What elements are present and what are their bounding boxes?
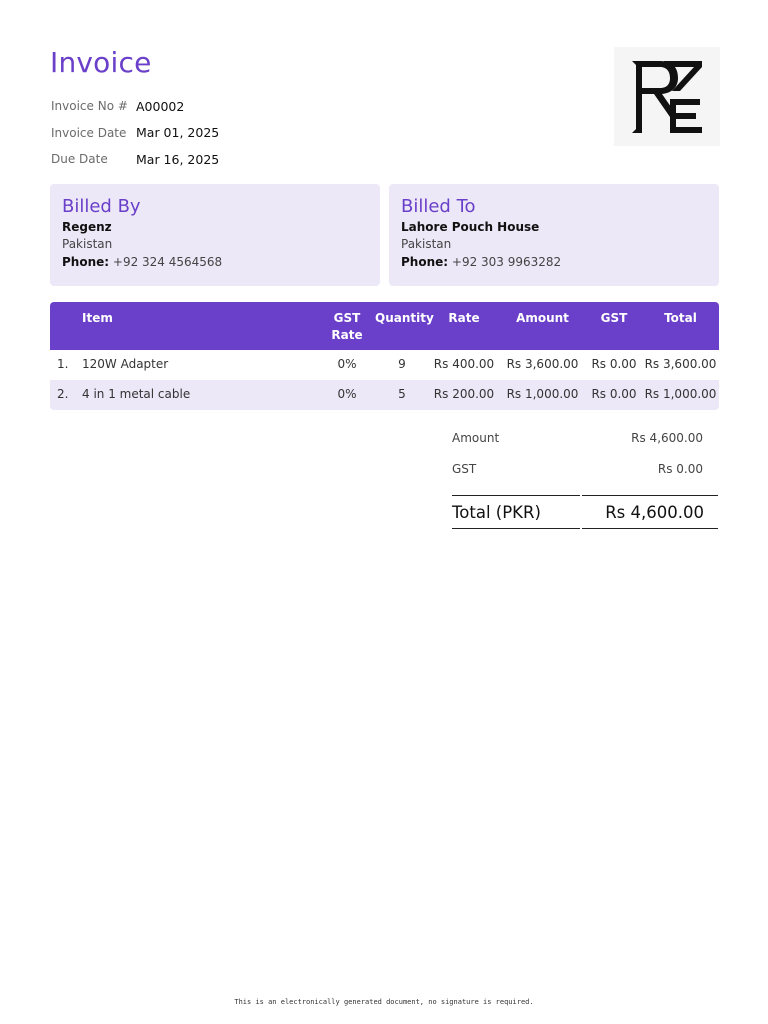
due-date-label: Due Date: [51, 152, 108, 167]
header-rate: Rate: [448, 311, 480, 325]
invoice-date-row: [51, 120, 219, 147]
grand-total-label: Total (PKR): [452, 495, 580, 529]
billed-to-phone-label: Phone:: [401, 255, 449, 269]
row-item: 120W Adapter: [82, 357, 169, 371]
logo-mark-icon: [630, 59, 704, 135]
table-row: [50, 350, 719, 380]
row-total: Rs 1,000.00: [644, 387, 717, 401]
grand-total-value: Rs 4,600.00: [582, 495, 718, 529]
subtotal-label: Amount: [452, 430, 500, 445]
row-item: 4 in 1 metal cable: [82, 387, 191, 401]
subtotal-row: [452, 422, 718, 453]
row-number: 2.: [57, 387, 69, 401]
row-gst: Rs 0.00: [591, 387, 637, 401]
row-amount: Rs 3,600.00: [506, 357, 579, 371]
row-number: 1.: [57, 357, 69, 371]
header-gst-rate: [319, 302, 375, 350]
invoice-number-row: [51, 93, 219, 120]
billed-by-phone: [62, 254, 368, 270]
billed-to-phone: [401, 254, 707, 270]
row-rate: Rs 400.00: [433, 357, 495, 371]
header-quantity: Quantity: [375, 311, 434, 325]
billed-to-panel: [389, 184, 719, 286]
row-total: Rs 3,600.00: [644, 357, 717, 371]
billed-to-phone-value: +92 303 9963282: [451, 255, 562, 269]
row-gst-rate: 0%: [337, 387, 357, 401]
row-quantity: 5: [398, 387, 406, 401]
invoice-number-label: Invoice No #: [51, 99, 128, 114]
header-number: [50, 302, 82, 350]
gst-total-value: Rs 0.00: [657, 461, 703, 476]
billed-to-name: Lahore Pouch House: [401, 220, 540, 234]
header-total: Total: [664, 311, 697, 325]
billed-to-country: Pakistan: [401, 237, 452, 251]
billed-to-heading: Billed To: [401, 196, 476, 217]
items-table-header: [50, 302, 719, 350]
footer-note: This is an electronically generated document, no signature is required.: [234, 998, 534, 1006]
invoice-title: Invoice: [50, 46, 152, 79]
billed-by-country: Pakistan: [62, 237, 113, 251]
row-gst: Rs 0.00: [591, 357, 637, 371]
header-amount: Amount: [516, 311, 569, 325]
items-table: [50, 302, 719, 410]
invoice-meta: [51, 93, 219, 173]
totals-summary: [452, 422, 718, 484]
due-date-value: Mar 16, 2025: [136, 151, 220, 167]
invoice-date-value: Mar 01, 2025: [136, 125, 220, 141]
row-amount: Rs 1,000.00: [506, 387, 579, 401]
header-gst-rate-line2: Rate: [331, 328, 363, 342]
row-quantity: 9: [398, 357, 406, 371]
table-row: [50, 380, 719, 410]
billed-by-name: Regenz: [62, 220, 112, 234]
billed-by-heading: Billed By: [62, 196, 141, 217]
header-gst-rate-line1: GST: [333, 311, 361, 325]
gst-total-label: GST: [452, 461, 477, 476]
row-rate: Rs 200.00: [433, 387, 495, 401]
row-gst-rate: 0%: [337, 357, 357, 371]
grand-total-row: [452, 495, 718, 529]
due-date-row: [51, 146, 219, 173]
header-gst: GST: [600, 311, 628, 325]
header-item: Item: [82, 311, 113, 325]
billed-by-panel: [50, 184, 380, 286]
invoice-date-label: Invoice Date: [51, 125, 127, 140]
gst-total-row: [452, 453, 718, 484]
company-logo: [614, 47, 720, 146]
invoice-number-value: A00002: [136, 98, 185, 114]
billed-by-phone-value: +92 324 4564568: [112, 255, 223, 269]
subtotal-value: Rs 4,600.00: [631, 430, 703, 445]
billed-by-phone-label: Phone:: [62, 255, 110, 269]
